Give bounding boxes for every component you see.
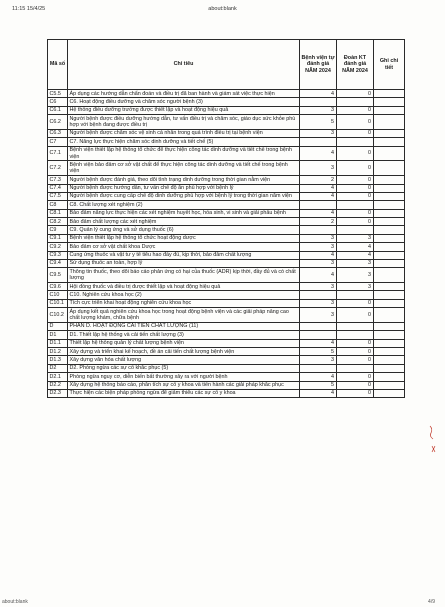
row-inspection-score <box>337 98 374 106</box>
table-row <box>48 308 405 323</box>
table-row <box>48 218 405 226</box>
table-row <box>48 201 405 209</box>
row-code: C7.1 <box>48 146 68 161</box>
row-inspection-score <box>337 322 374 330</box>
table-row <box>48 234 405 242</box>
table-row <box>48 209 405 217</box>
table-row <box>48 322 405 330</box>
row-self-score: 4 <box>300 146 337 161</box>
row-notes <box>374 373 405 381</box>
table-row <box>48 98 405 106</box>
print-timestamp: 11:15 15/4/25 <box>12 6 46 12</box>
evaluation-table <box>47 39 405 398</box>
row-inspection-score: 3 <box>337 283 374 291</box>
table-row <box>48 299 405 307</box>
table-row <box>48 226 405 234</box>
row-notes <box>374 209 405 217</box>
row-inspection-score: 0 <box>337 339 374 347</box>
row-criteria: Bảo đảm năng lực thực hiện các xét nghiệm huyết học, hóa sinh, vi sinh và giải phẫu bệnh <box>68 209 300 217</box>
table-row <box>48 184 405 192</box>
row-code: C8.2 <box>48 218 68 226</box>
row-notes <box>374 348 405 356</box>
row-notes <box>374 90 405 98</box>
row-criteria: PHẦN D. HOẠT ĐỘNG CẢI TIẾN CHẤT LƯỢNG (11) <box>68 322 300 330</box>
row-criteria: C8. Chất lượng xét nghiệm (2) <box>68 201 300 209</box>
row-criteria: Sử dụng thuốc an toàn, hợp lý <box>68 259 300 267</box>
row-self-score: 4 <box>300 192 337 200</box>
row-self-score: 3 <box>300 259 337 267</box>
table-row <box>48 381 405 389</box>
row-self-score: 3 <box>300 283 337 291</box>
row-notes <box>374 176 405 184</box>
row-code: C9.2 <box>48 243 68 251</box>
row-criteria: Áp dụng kết quả nghiên cứu khoa học trong hoạt động bệnh viện và các giải pháp nâng cao chất lượng khám, chữa bệnh <box>68 308 300 323</box>
table-row <box>48 176 405 184</box>
row-self-score: 5 <box>300 348 337 356</box>
row-notes <box>374 299 405 307</box>
row-self-score: 4 <box>300 90 337 98</box>
row-self-score: 4 <box>300 339 337 347</box>
row-inspection-score: 4 <box>337 251 374 259</box>
row-self-score: 4 <box>300 373 337 381</box>
row-notes <box>374 364 405 372</box>
table-row <box>48 331 405 339</box>
row-inspection-score: 0 <box>337 348 374 356</box>
row-self-score: 3 <box>300 129 337 137</box>
row-criteria: Cung ứng thuốc và vật tư y tế tiêu hao đầy đủ, kịp thời, bảo đảm chất lượng <box>68 251 300 259</box>
row-code: C8 <box>48 201 68 209</box>
row-criteria: Bệnh viện thiết lập hệ thống tổ chức để thực hiện công tác dinh dưỡng và tiết chế trong bệnh viện <box>68 146 300 161</box>
row-self-score <box>300 98 337 106</box>
row-criteria: Người bệnh được chăm sóc vệ sinh cá nhân trong quá trình điều trị tại bệnh viện <box>68 129 300 137</box>
footer-url: about:blank <box>2 599 28 605</box>
row-inspection-score: 0 <box>337 161 374 176</box>
row-self-score <box>300 322 337 330</box>
table-row <box>48 90 405 98</box>
row-code: C9 <box>48 226 68 234</box>
row-self-score: 2 <box>300 176 337 184</box>
row-inspection-score: 3 <box>337 234 374 242</box>
row-notes <box>374 268 405 283</box>
row-code: D <box>48 322 68 330</box>
row-criteria: Thực hiện các biện pháp phòng ngừa để giảm thiểu các sự cố y khoa <box>68 389 300 397</box>
row-code: C9.1 <box>48 234 68 242</box>
row-criteria: Áp dụng các hướng dẫn chẩn đoán và điều trị đã ban hành và giám sát việc thực hiện <box>68 90 300 98</box>
row-code: D2 <box>48 364 68 372</box>
row-notes <box>374 234 405 242</box>
row-notes <box>374 381 405 389</box>
row-notes <box>374 138 405 146</box>
row-criteria: Bệnh viện thiết lập hệ thống tổ chức hoạt động dược <box>68 234 300 242</box>
table-row <box>48 373 405 381</box>
browser-header <box>0 6 445 16</box>
row-notes <box>374 146 405 161</box>
row-notes <box>374 339 405 347</box>
row-self-score: 4 <box>300 389 337 397</box>
row-inspection-score <box>337 201 374 209</box>
row-self-score: 2 <box>300 218 337 226</box>
row-inspection-score: 0 <box>337 209 374 217</box>
row-code: C9.4 <box>48 259 68 267</box>
row-self-score: 5 <box>300 381 337 389</box>
row-code: C7.2 <box>48 161 68 176</box>
row-criteria: Phòng ngừa nguy cơ, diễn biến bất thường xảy ra với người bệnh <box>68 373 300 381</box>
row-inspection-score <box>337 364 374 372</box>
row-code: D1.3 <box>48 356 68 364</box>
table-row <box>48 138 405 146</box>
row-criteria: Người bệnh được điều dưỡng hướng dẫn, tư vấn điều trị và chăm sóc, giáo dục sức khỏe phù hợp với bệnh đang được điều trị <box>68 115 300 130</box>
table-row <box>48 291 405 299</box>
row-criteria: Xây dựng văn hóa chất lượng <box>68 356 300 364</box>
row-notes <box>374 129 405 137</box>
browser-footer <box>0 597 445 605</box>
table-row <box>48 106 405 114</box>
row-code: D2.1 <box>48 373 68 381</box>
row-notes <box>374 218 405 226</box>
row-code: C9.5 <box>48 268 68 283</box>
row-code: C6.2 <box>48 115 68 130</box>
row-criteria: Tích cực triển khai hoạt động nghiên cứu khoa học <box>68 299 300 307</box>
row-inspection-score: 0 <box>337 106 374 114</box>
row-code: C9.3 <box>48 251 68 259</box>
table-row <box>48 161 405 176</box>
col-header-criteria: Chỉ tiêu <box>68 40 300 90</box>
row-code: C7.4 <box>48 184 68 192</box>
row-criteria: C10. Nghiên cứu khoa học (2) <box>68 291 300 299</box>
table-row <box>48 389 405 397</box>
row-inspection-score: 0 <box>337 184 374 192</box>
row-inspection-score: 0 <box>337 356 374 364</box>
row-notes <box>374 226 405 234</box>
row-inspection-score: 0 <box>337 115 374 130</box>
row-notes <box>374 291 405 299</box>
row-criteria: Hệ thống điều dưỡng trưởng được thiết lập và hoạt động hiệu quả <box>68 106 300 114</box>
table-row <box>48 259 405 267</box>
row-code: C8.1 <box>48 209 68 217</box>
row-criteria: Người bệnh được đánh giá, theo dõi tình trạng dinh dưỡng trong thời gian nằm viện <box>68 176 300 184</box>
row-self-score: 3 <box>300 234 337 242</box>
table-row <box>48 115 405 130</box>
row-code: D2.2 <box>48 381 68 389</box>
row-notes <box>374 283 405 291</box>
page-title: about:blank <box>208 6 237 12</box>
row-notes <box>374 184 405 192</box>
row-code: C6 <box>48 98 68 106</box>
row-notes <box>374 192 405 200</box>
row-inspection-score: 0 <box>337 146 374 161</box>
row-code: C7.5 <box>48 192 68 200</box>
table-row <box>48 339 405 347</box>
row-code: C7.3 <box>48 176 68 184</box>
row-inspection-score <box>337 226 374 234</box>
row-self-score: 3 <box>300 243 337 251</box>
table-row <box>48 251 405 259</box>
row-inspection-score: 3 <box>337 259 374 267</box>
row-criteria: Người bệnh được cung cấp chế độ dinh dưỡng phù hợp với bệnh lý trong thời gian nằm viện <box>68 192 300 200</box>
row-criteria: Bệnh viện bảo đảm cơ sở vật chất để thực hiện công tác dinh dưỡng và tiết chế trong bệnh viện <box>68 161 300 176</box>
row-inspection-score: 0 <box>337 299 374 307</box>
row-notes <box>374 201 405 209</box>
row-criteria: Thông tin thuốc, theo dõi báo cáo phản ứng có hại của thuốc (ADR) kịp thời, đầy đủ và có chất lượng <box>68 268 300 283</box>
row-inspection-score: 0 <box>337 176 374 184</box>
row-code: D2.3 <box>48 389 68 397</box>
row-criteria: D1. Thiết lập hệ thống và cải tiến chất lượng (3) <box>68 331 300 339</box>
row-criteria: Bảo đảm chất lượng các xét nghiệm <box>68 218 300 226</box>
row-self-score: 3 <box>300 161 337 176</box>
row-criteria: C6. Hoạt động điều dưỡng và chăm sóc người bệnh (3) <box>68 98 300 106</box>
col-header-code: Mã số <box>48 40 68 90</box>
row-inspection-score <box>337 138 374 146</box>
table-row <box>48 268 405 283</box>
row-criteria: Xây dựng hệ thống báo cáo, phân tích sự cố y khoa và tiến hành các giải pháp khắc phục <box>68 381 300 389</box>
row-code: C10 <box>48 291 68 299</box>
row-inspection-score: 3 <box>337 268 374 283</box>
row-inspection-score: 0 <box>337 308 374 323</box>
row-self-score: 3 <box>300 356 337 364</box>
row-self-score <box>300 138 337 146</box>
table-row <box>48 348 405 356</box>
row-code: C5.5 <box>48 90 68 98</box>
table-header-row <box>48 40 405 90</box>
page-number: 4/9 <box>428 599 435 605</box>
row-self-score: 3 <box>300 308 337 323</box>
row-notes <box>374 98 405 106</box>
row-notes <box>374 389 405 397</box>
table-row <box>48 283 405 291</box>
row-inspection-score: 0 <box>337 129 374 137</box>
row-criteria: C7. Năng lực thực hiện chăm sóc dinh dưỡng và tiết chế (5) <box>68 138 300 146</box>
row-notes <box>374 115 405 130</box>
row-self-score: 5 <box>300 115 337 130</box>
row-code: C6.3 <box>48 129 68 137</box>
row-criteria: D2. Phòng ngừa các sự cố khắc phục (5) <box>68 364 300 372</box>
row-notes <box>374 106 405 114</box>
row-notes <box>374 331 405 339</box>
row-code: C7 <box>48 138 68 146</box>
row-notes <box>374 356 405 364</box>
row-code: D1 <box>48 331 68 339</box>
table-row <box>48 129 405 137</box>
table-row <box>48 356 405 364</box>
row-code: C6.1 <box>48 106 68 114</box>
row-notes <box>374 243 405 251</box>
row-self-score <box>300 331 337 339</box>
row-notes <box>374 259 405 267</box>
row-self-score: 4 <box>300 251 337 259</box>
row-self-score <box>300 364 337 372</box>
row-inspection-score: 0 <box>337 192 374 200</box>
row-criteria: Bảo đảm cơ sở vật chất khoa Dược <box>68 243 300 251</box>
table-row <box>48 146 405 161</box>
col-header-notes: Ghi chi tiết <box>374 40 405 90</box>
row-self-score <box>300 226 337 234</box>
row-code: D1.2 <box>48 348 68 356</box>
row-notes <box>374 161 405 176</box>
row-self-score: 4 <box>300 268 337 283</box>
row-criteria: Xây dựng và triển khai kế hoạch, đề án cải tiến chất lượng bệnh viện <box>68 348 300 356</box>
row-self-score: 3 <box>300 106 337 114</box>
row-self-score <box>300 291 337 299</box>
table-row <box>48 364 405 372</box>
row-code: C9.6 <box>48 283 68 291</box>
table-row <box>48 192 405 200</box>
row-code: D1.1 <box>48 339 68 347</box>
row-inspection-score: 0 <box>337 218 374 226</box>
col-header-inspection: Đoàn KT đánh giá NĂM 2024 <box>337 40 374 90</box>
row-self-score: 4 <box>300 184 337 192</box>
row-inspection-score <box>337 291 374 299</box>
row-inspection-score: 0 <box>337 381 374 389</box>
row-criteria: Người bệnh được hướng dẫn, tư vấn chế độ ăn phù hợp với bệnh lý <box>68 184 300 192</box>
row-criteria: Thiết lập hệ thống quản lý chất lượng bệnh viện <box>68 339 300 347</box>
row-code: C10.1 <box>48 299 68 307</box>
row-inspection-score <box>337 331 374 339</box>
row-criteria: C9. Quản lý cung ứng và sử dụng thuốc (6) <box>68 226 300 234</box>
row-inspection-score: 0 <box>337 389 374 397</box>
row-inspection-score: 0 <box>337 373 374 381</box>
margin-pen-marks <box>425 420 439 480</box>
row-code: C10.2 <box>48 308 68 323</box>
row-notes <box>374 322 405 330</box>
col-header-self-assessment: Bệnh viện tự đánh giá NĂM 2024 <box>300 40 337 90</box>
row-self-score: 3 <box>300 299 337 307</box>
row-notes <box>374 251 405 259</box>
row-notes <box>374 308 405 323</box>
row-self-score: 4 <box>300 209 337 217</box>
table-body <box>48 90 405 398</box>
row-self-score <box>300 201 337 209</box>
row-inspection-score: 4 <box>337 243 374 251</box>
row-criteria: Hội đồng thuốc và điều trị được thiết lập và hoạt động hiệu quả <box>68 283 300 291</box>
table-row <box>48 243 405 251</box>
row-inspection-score: 0 <box>337 90 374 98</box>
